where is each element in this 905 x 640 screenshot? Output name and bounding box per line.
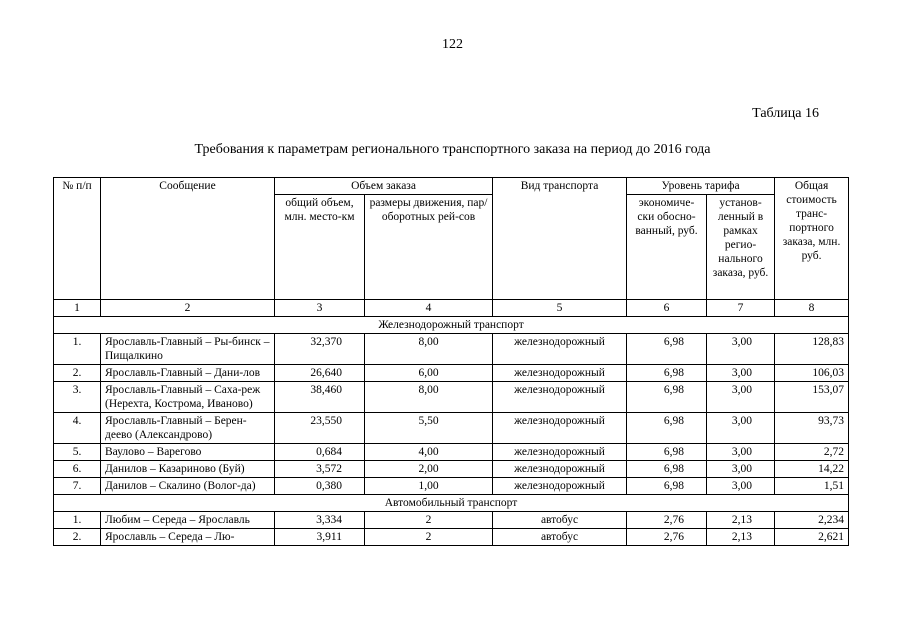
tariff-set-value: 3,00 <box>707 413 775 444</box>
traffic-value: 6,00 <box>365 365 493 382</box>
transport-type: железнодорожный <box>493 444 627 461</box>
row-number: 1. <box>54 334 101 365</box>
header-route: Сообщение <box>101 178 275 300</box>
header-volume-total: общий объем, млн. место-км <box>275 195 365 300</box>
row-number: 2. <box>54 529 101 546</box>
traffic-value: 2 <box>365 512 493 529</box>
volume-value: 32,370 <box>275 334 365 365</box>
volume-value: 38,460 <box>275 382 365 413</box>
row-number: 7. <box>54 478 101 495</box>
header-num: № п/п <box>54 178 101 300</box>
table-row <box>54 365 849 382</box>
tariff-set-value: 3,00 <box>707 461 775 478</box>
tariff-econ-value: 6,98 <box>627 413 707 444</box>
volume-value: 0,684 <box>275 444 365 461</box>
volume-value: 3,911 <box>275 529 365 546</box>
header-tariff-econ: экономиче-ски обосно-ванный, руб. <box>627 195 707 300</box>
column-number: 2 <box>101 300 275 317</box>
header-total-cost: Общая стоимость транс-портного заказа, млн. руб. <box>775 178 849 300</box>
tariff-set-value: 2,13 <box>707 529 775 546</box>
route-name: Ярославль-Главный – Берен-деево (Александрово) <box>101 413 275 444</box>
volume-value: 23,550 <box>275 413 365 444</box>
traffic-value: 4,00 <box>365 444 493 461</box>
column-number: 7 <box>707 300 775 317</box>
header-tariff: Уровень тарифа <box>627 178 775 195</box>
total-cost-value: 2,621 <box>775 529 849 546</box>
column-number: 6 <box>627 300 707 317</box>
page-number: 122 <box>442 37 463 52</box>
transport-type: автобус <box>493 512 627 529</box>
route-name: Ярославль – Середа – Лю- <box>101 529 275 546</box>
row-number: 5. <box>54 444 101 461</box>
total-cost-value: 2,72 <box>775 444 849 461</box>
header-tariff-set: установ-ленный в рамках регио-нального заказа, руб. <box>707 195 775 300</box>
tariff-econ-value: 6,98 <box>627 334 707 365</box>
total-cost-value: 93,73 <box>775 413 849 444</box>
tariff-econ-value: 2,76 <box>627 529 707 546</box>
volume-value: 3,334 <box>275 512 365 529</box>
header-traffic: размеры движения, пар/оборотных рей-сов <box>365 195 493 300</box>
traffic-value: 8,00 <box>365 382 493 413</box>
total-cost-value: 106,03 <box>775 365 849 382</box>
traffic-value: 8,00 <box>365 334 493 365</box>
row-number: 1. <box>54 512 101 529</box>
tariff-set-value: 2,13 <box>707 512 775 529</box>
tariff-set-value: 3,00 <box>707 334 775 365</box>
section-row <box>54 317 849 334</box>
table-row <box>54 478 849 495</box>
route-name: Ярославль-Главный – Дани-лов <box>101 365 275 382</box>
volume-value: 3,572 <box>275 461 365 478</box>
tariff-econ-value: 6,98 <box>627 365 707 382</box>
row-number: 2. <box>54 365 101 382</box>
traffic-value: 2 <box>365 529 493 546</box>
section-heading: Автомобильный транспорт <box>54 495 849 512</box>
column-number: 5 <box>493 300 627 317</box>
table-label: Таблица 16 <box>752 106 819 121</box>
tariff-econ-value: 6,98 <box>627 444 707 461</box>
route-name: Данилов – Казариново (Буй) <box>101 461 275 478</box>
table-row <box>54 529 849 546</box>
route-name: Ярославль-Главный – Ры-бинск – Пищалкино <box>101 334 275 365</box>
volume-value: 26,640 <box>275 365 365 382</box>
transport-type: железнодорожный <box>493 334 627 365</box>
route-name: Ярославль-Главный – Саха-реж (Нерехта, Кострома, Иваново) <box>101 382 275 413</box>
section-heading: Железнодорожный транспорт <box>54 317 849 334</box>
tariff-econ-value: 6,98 <box>627 478 707 495</box>
traffic-value: 2,00 <box>365 461 493 478</box>
transport-type: железнодорожный <box>493 413 627 444</box>
route-name: Ваулово – Варегово <box>101 444 275 461</box>
transport-type: железнодорожный <box>493 365 627 382</box>
column-number: 1 <box>54 300 101 317</box>
tariff-econ-value: 6,98 <box>627 461 707 478</box>
total-cost-value: 153,07 <box>775 382 849 413</box>
row-number: 6. <box>54 461 101 478</box>
total-cost-value: 14,22 <box>775 461 849 478</box>
tariff-table <box>53 177 849 546</box>
traffic-value: 1,00 <box>365 478 493 495</box>
column-number: 8 <box>775 300 849 317</box>
row-number: 4. <box>54 413 101 444</box>
transport-type: железнодорожный <box>493 461 627 478</box>
route-name: Любим – Середа – Ярославль <box>101 512 275 529</box>
table-row <box>54 413 849 444</box>
column-number-row <box>54 300 849 317</box>
table-row <box>54 444 849 461</box>
header-row <box>54 178 849 195</box>
total-cost-value: 1,51 <box>775 478 849 495</box>
table-row <box>54 334 849 365</box>
document-title: Требования к параметрам регионального транспортного заказа на период до 2016 года <box>194 142 711 157</box>
table-row <box>54 382 849 413</box>
tariff-econ-value: 6,98 <box>627 382 707 413</box>
column-number: 4 <box>365 300 493 317</box>
transport-type: железнодорожный <box>493 382 627 413</box>
column-number: 3 <box>275 300 365 317</box>
row-number: 3. <box>54 382 101 413</box>
total-cost-value: 128,83 <box>775 334 849 365</box>
table-row <box>54 461 849 478</box>
header-transport: Вид транспорта <box>493 178 627 300</box>
route-name: Данилов – Скалино (Волог-да) <box>101 478 275 495</box>
tariff-econ-value: 2,76 <box>627 512 707 529</box>
transport-type: автобус <box>493 529 627 546</box>
section-row <box>54 495 849 512</box>
tariff-set-value: 3,00 <box>707 365 775 382</box>
volume-value: 0,380 <box>275 478 365 495</box>
tariff-set-value: 3,00 <box>707 444 775 461</box>
tariff-set-value: 3,00 <box>707 382 775 413</box>
transport-type: железнодорожный <box>493 478 627 495</box>
tariff-set-value: 3,00 <box>707 478 775 495</box>
traffic-value: 5,50 <box>365 413 493 444</box>
total-cost-value: 2,234 <box>775 512 849 529</box>
table-row <box>54 512 849 529</box>
header-volume: Объем заказа <box>275 178 493 195</box>
